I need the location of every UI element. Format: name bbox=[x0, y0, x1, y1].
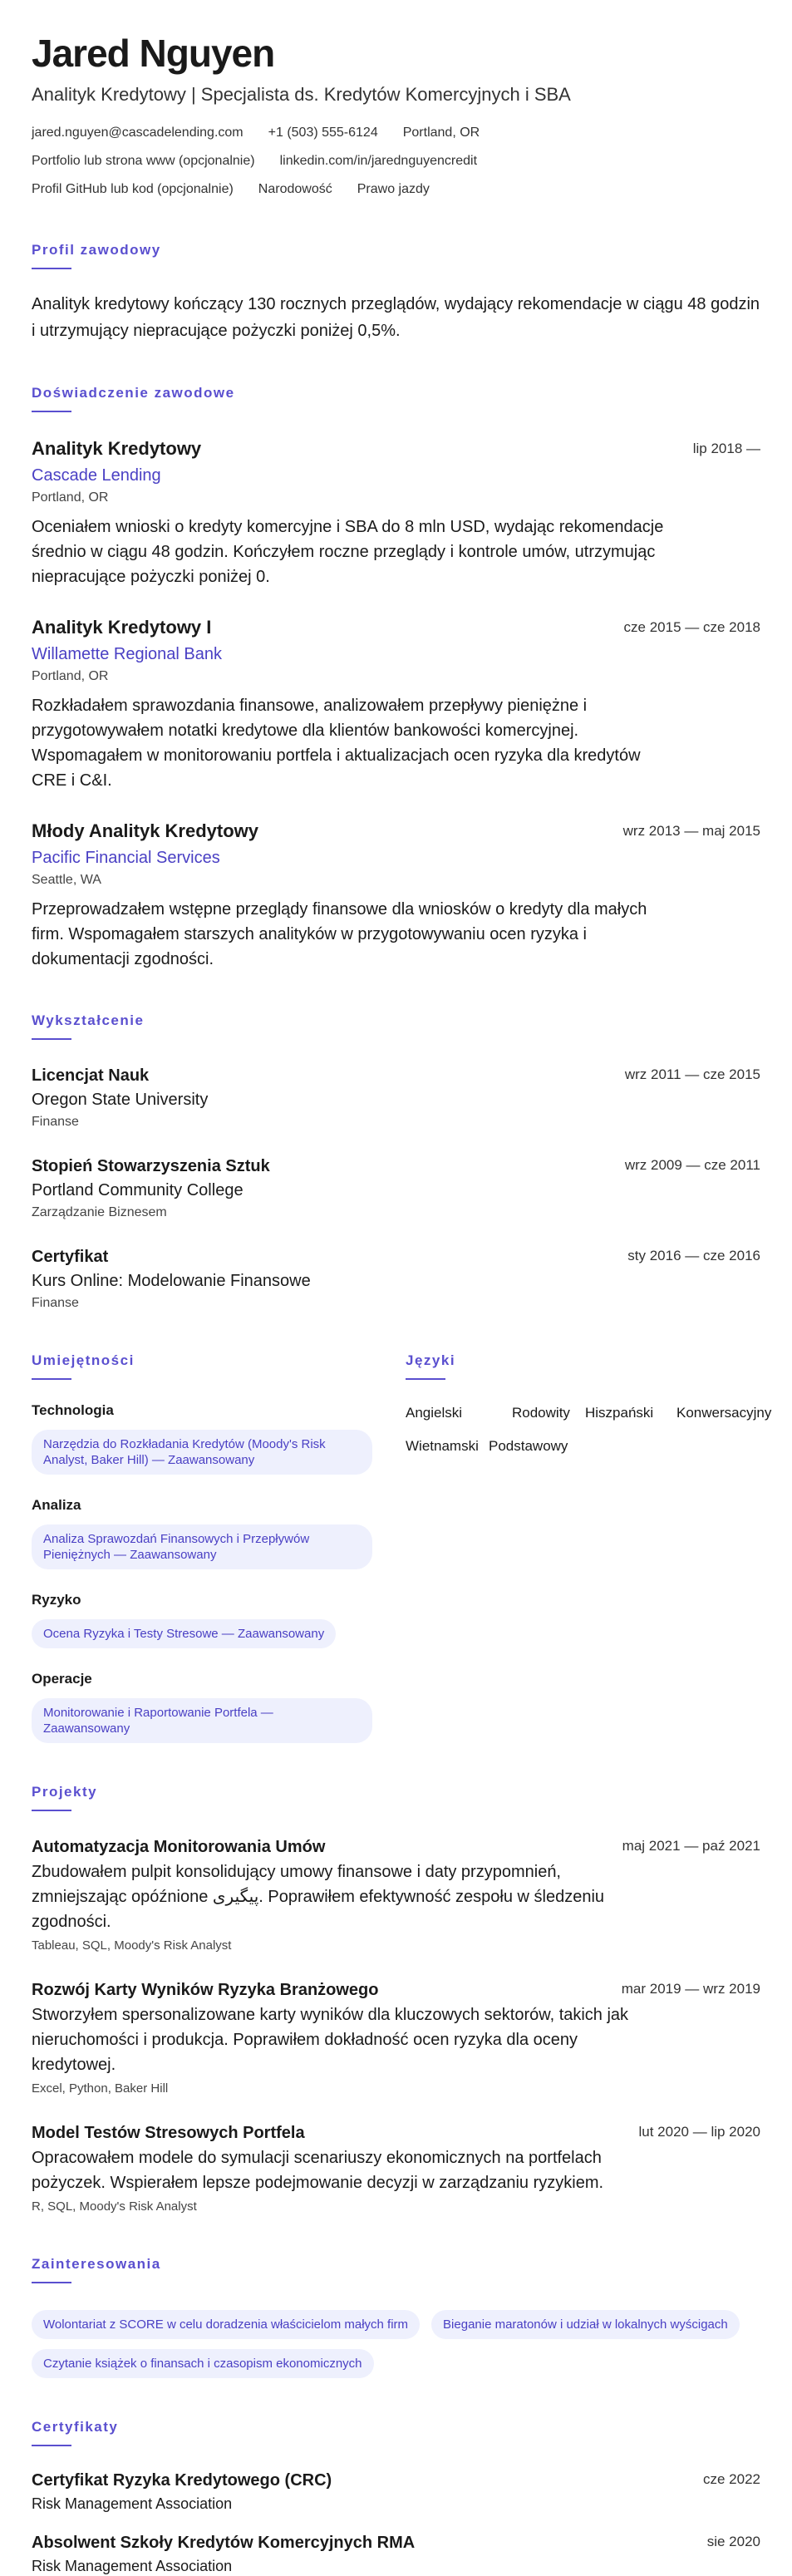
job-date: lip 2018 — bbox=[692, 441, 760, 456]
education-entry bbox=[32, 1246, 760, 1312]
field-of-study: Finanse bbox=[32, 1115, 79, 1129]
certificate-entry bbox=[32, 2532, 760, 2576]
project-entry bbox=[32, 1979, 760, 2097]
degree: Licencjat Nauk bbox=[32, 1066, 150, 1085]
certificate-date: cze 2022 bbox=[703, 2471, 760, 2487]
job-title: Analityk Kredytowy bbox=[32, 438, 202, 459]
certificate-date: sie 2020 bbox=[706, 2534, 760, 2549]
job-entry bbox=[32, 616, 760, 793]
degree: Certyfikat bbox=[32, 1248, 109, 1266]
section-title: Doświadczenie zawodowe bbox=[32, 385, 235, 401]
section-divider bbox=[406, 1378, 445, 1380]
headline: Analityk Kredytowy | Specjalista ds. Kredytów Komercyjnych i SBA bbox=[32, 84, 571, 105]
language-name: Wietnamski bbox=[406, 1438, 479, 1454]
section-divider bbox=[32, 1378, 71, 1380]
school: Kurs Online: Modelowanie Finansowe bbox=[32, 1272, 311, 1290]
school: Portland Community College bbox=[32, 1181, 244, 1199]
projects-section bbox=[32, 1783, 760, 2215]
language-level: Podstawowy bbox=[489, 1438, 568, 1454]
project-description: Stworzyłem spersonalizowane karty wyników dla kluczowych sektorów, takich jak nieruchomości i produkcja. Poprawiłem dokładność ocen ryzyka dla oceny kredytowej. bbox=[32, 2006, 629, 2074]
portfolio-link[interactable]: Portfolio lub strona www (opcjonalnie) bbox=[32, 154, 255, 168]
section-title: Projekty bbox=[32, 1784, 98, 1800]
experience-section bbox=[32, 384, 760, 972]
certificate-org: Risk Management Association bbox=[32, 2558, 233, 2574]
certificate-name: Absolwent Szkoły Kredytów Komercyjnych RMA bbox=[32, 2534, 416, 2552]
project-entry bbox=[32, 1836, 760, 1954]
section-divider bbox=[32, 2445, 71, 2446]
job-title: Analityk Kredytowy I bbox=[32, 617, 212, 638]
job-entry bbox=[32, 437, 760, 589]
interest-chip: Wolontariat z SCORE w celu doradzenia właścicielom małych firm bbox=[32, 2310, 420, 2339]
education-date: wrz 2011 — cze 2015 bbox=[624, 1066, 760, 1082]
project-title: Rozwój Karty Wyników Ryzyka Branżowego bbox=[32, 1981, 379, 1999]
project-tech: Tableau, SQL, Moody's Risk Analyst bbox=[32, 1938, 232, 1953]
certificates-section bbox=[32, 2418, 760, 2576]
section-title: Umiejętności bbox=[32, 1352, 135, 1368]
extra-row bbox=[32, 181, 760, 198]
section-divider bbox=[32, 1810, 71, 1811]
job-description: Rozkładałem sprawozdania finansowe, analizowałem przepływy pieniężne i przygotowywałem notatki kredytowe dla klientów bankowości komercyjnej. Wspomagałem w monitorowaniu portfela i aktualizacjach ocen ryzyka dla kredytów CRE i C&I. bbox=[32, 697, 641, 790]
skill-category: Operacje bbox=[32, 1671, 92, 1687]
job-company[interactable]: Willamette Regional Bank bbox=[32, 645, 222, 663]
section-title: Zainteresowania bbox=[32, 2256, 161, 2272]
languages-section bbox=[406, 1352, 772, 1743]
email-link[interactable]: jared.nguyen@cascadelending.com bbox=[32, 126, 244, 140]
job-location: Portland, OR bbox=[32, 669, 109, 683]
job-title: Młody Analityk Kredytowy bbox=[32, 820, 259, 841]
skill-category: Analiza bbox=[32, 1497, 81, 1513]
education-entry bbox=[32, 1155, 760, 1221]
section-divider bbox=[32, 411, 71, 412]
linkedin-link[interactable]: linkedin.com/in/jarednguyencredit bbox=[279, 154, 478, 168]
summary-section bbox=[32, 241, 760, 344]
interest-chip: Bieganie maratonów i udział w lokalnych wyścigach bbox=[431, 2310, 740, 2339]
skill-chip: Narzędzia do Rozkładania Kredytów (Moody's Risk Analyst, Baker Hill) — Zaawansowany bbox=[32, 1430, 372, 1475]
phone-link[interactable]: +1 (503) 555-6124 bbox=[268, 126, 378, 140]
field-of-study: Zarządzanie Biznesem bbox=[32, 1205, 167, 1219]
certificate-name: Certyfikat Ryzyka Kredytowego (CRC) bbox=[32, 2471, 332, 2490]
language-level: Rodowity bbox=[512, 1405, 570, 1421]
language-name: Angielski bbox=[406, 1405, 463, 1421]
section-divider bbox=[32, 1038, 71, 1040]
skills-section bbox=[32, 1352, 372, 1743]
nationality-text: Narodowość bbox=[258, 182, 332, 196]
interest-chip: Czytanie książek o finansach i czasopism ekonomicznych bbox=[32, 2349, 374, 2378]
project-date: lut 2020 — lip 2020 bbox=[638, 2124, 760, 2140]
skill-category: Ryzyko bbox=[32, 1592, 81, 1608]
education-entry bbox=[32, 1065, 760, 1130]
project-date: maj 2021 — paź 2021 bbox=[622, 1838, 760, 1854]
section-title: Wykształcenie bbox=[32, 1012, 145, 1028]
skill-category: Technologia bbox=[32, 1402, 114, 1418]
degree: Stopień Stowarzyszenia Sztuk bbox=[32, 1157, 270, 1175]
certificate-org: Risk Management Association bbox=[32, 2495, 233, 2512]
skill-chip: Analiza Sprawozdań Finansowych i Przepływów Pieniężnych — Zaawansowany bbox=[32, 1524, 372, 1569]
field-of-study: Finanse bbox=[32, 1296, 79, 1310]
project-tech: R, SQL, Moody's Risk Analyst bbox=[32, 2199, 197, 2214]
section-title: Profil zawodowy bbox=[32, 242, 161, 258]
section-title: Języki bbox=[406, 1352, 456, 1368]
section-title: Certyfikaty bbox=[32, 2419, 119, 2435]
job-description: Oceniałem wnioski o kredyty komercyjne i SBA do 8 mln USD, wydając rekomendacje średnio w ciągu 48 godzin. Kończyłem roczne przeglądy i kontrole umów, utrzymując niepracujące pożyczki poniżej 0. bbox=[32, 518, 664, 586]
project-description: Opracowałem modele do symulacji scenariuszy ekonomicznych na portfelach pożyczek. Wspierałem lepsze podejmowanie decyzji w zarządzaniu ryzykiem. bbox=[32, 2149, 604, 2192]
location-text: Portland, OR bbox=[402, 126, 480, 140]
links-row bbox=[32, 153, 760, 170]
skills-languages-row bbox=[32, 1352, 772, 1743]
languages-grid bbox=[406, 1405, 772, 1421]
job-location: Portland, OR bbox=[32, 490, 109, 505]
school: Oregon State University bbox=[32, 1091, 209, 1109]
project-description: Zbudowałem pulpit konsolidujący umowy finansowe i daty przypomnień, zmniejszając opóźnione پیگیری. Poprawiłem efektywność zespołu w śledzeniu zgodności. bbox=[32, 1863, 605, 1931]
project-tech: Excel, Python, Baker Hill bbox=[32, 2081, 169, 2096]
driving-license-text: Prawo jazdy bbox=[357, 182, 430, 196]
skill-chip: Monitorowanie i Raportowanie Portfela — Zaawansowany bbox=[32, 1698, 372, 1743]
contact-row bbox=[32, 125, 760, 141]
language-level: Konwersacyjny bbox=[676, 1405, 772, 1421]
job-company[interactable]: Pacific Financial Services bbox=[32, 849, 220, 867]
github-link[interactable]: Profil GitHub lub kod (opcjonalnie) bbox=[32, 182, 234, 196]
interests-chips bbox=[32, 2300, 760, 2378]
project-title: Automatyzacja Monitorowania Umów bbox=[32, 1838, 326, 1856]
interests-section bbox=[32, 2255, 760, 2378]
candidate-name: Jared Nguyen bbox=[32, 32, 275, 75]
education-date: sty 2016 — cze 2016 bbox=[627, 1248, 760, 1263]
job-date: cze 2015 — cze 2018 bbox=[623, 619, 760, 635]
job-description: Przeprowadzałem wstępne przeglądy finansowe dla wniosków o kredyty dla małych firm. Wspomagałem starszych analityków w przygotowywaniu ocen ryzyka i dokumentacji zgodności. bbox=[32, 900, 647, 968]
section-divider bbox=[32, 2282, 71, 2283]
job-location: Seattle, WA bbox=[32, 873, 101, 887]
project-entry bbox=[32, 2122, 760, 2215]
education-date: wrz 2009 — cze 2011 bbox=[624, 1157, 760, 1173]
job-date: wrz 2013 — maj 2015 bbox=[622, 823, 760, 839]
summary-text: Analityk kredytowy kończący 130 rocznych przeglądów, wydający rekomendacje w ciągu 48 godzin i utrzymujący niepracujące pożyczki poniżej 0,5%. bbox=[32, 295, 760, 340]
project-title: Model Testów Stresowych Portfela bbox=[32, 2124, 305, 2142]
language-name: Hiszpański bbox=[585, 1405, 654, 1421]
skill-chip: Ocena Ryzyka i Testy Stresowe — Zaawansowany bbox=[32, 1619, 336, 1648]
certificate-entry bbox=[32, 2470, 760, 2514]
languages-grid bbox=[406, 1438, 768, 1455]
project-date: mar 2019 — wrz 2019 bbox=[621, 1981, 760, 1997]
section-divider bbox=[32, 268, 71, 269]
job-company[interactable]: Cascade Lending bbox=[32, 466, 161, 485]
education-section bbox=[32, 1012, 760, 1312]
job-entry bbox=[32, 820, 760, 972]
